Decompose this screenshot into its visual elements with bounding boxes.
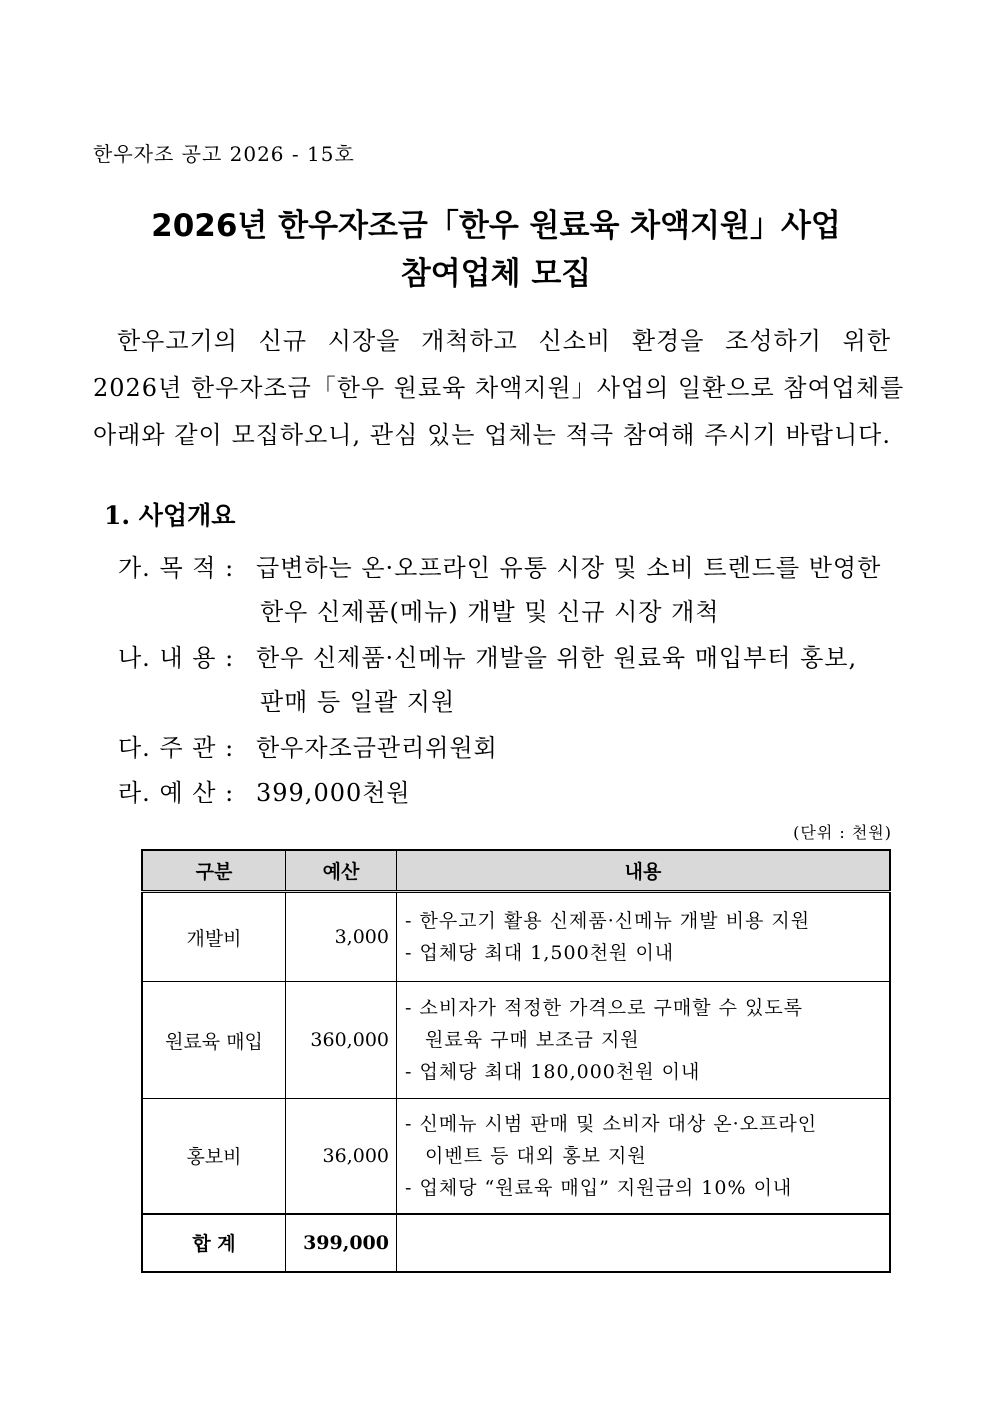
table-total-row	[142, 1214, 890, 1272]
item-label: 라. 예 산 :	[118, 779, 235, 807]
budget-table	[141, 849, 891, 1273]
intro-line: 아래와 같이 모집하오니, 관심 있는 업체는 적극 참여해 주시기 바랍니다.	[93, 421, 891, 449]
content-line: - 신메뉴 시범 판매 및 소비자 대상 온·오프라인	[405, 1112, 818, 1135]
document-title-line2: 참여업체 모집	[400, 256, 592, 292]
content-line: - 업체당 최대 1,500천원 이내	[405, 942, 675, 964]
item-content: 한우 신제품·신메뉴 개발을 위한 원료육 매입부터 홍보,	[256, 644, 858, 672]
intro-line: 2026년 한우자조금「한우 원료육 차액지원」사업의 일환으로 참여업체를	[93, 374, 905, 402]
notice-number: 한우자조 공고 2026 - 15호	[93, 142, 355, 166]
row-category: 개발비	[142, 892, 286, 982]
total-label: 합 계	[142, 1214, 286, 1272]
row-content	[397, 982, 891, 1099]
table-row	[142, 982, 890, 1099]
row-budget: 36,000	[286, 1099, 397, 1214]
content-line: - 소비자가 적정한 가격으로 구매할 수 있도록	[405, 997, 804, 1019]
row-content	[397, 1099, 891, 1214]
overview-item-purpose	[118, 548, 881, 583]
header-category: 구분	[142, 850, 286, 892]
content-line: 원료육 구매 보조금 지원	[425, 1029, 640, 1051]
row-content	[397, 892, 891, 982]
document-title-line1: 2026년 한우자조금「한우 원료육 차액지원」사업	[151, 208, 841, 244]
item-label: 나. 내 용 :	[118, 644, 235, 672]
item-content: 399,000천원	[256, 779, 411, 807]
total-budget: 399,000	[286, 1214, 397, 1272]
item-label: 다. 주 관 :	[118, 734, 235, 762]
row-category: 원료육 매입	[142, 982, 286, 1099]
section-heading: 1. 사업개요	[104, 501, 236, 530]
item-label: 가. 목 적 :	[118, 554, 235, 582]
header-content: 내용	[397, 850, 891, 892]
row-category: 홍보비	[142, 1099, 286, 1214]
row-budget: 3,000	[286, 892, 397, 982]
item-content: 급변하는 온·오프라인 유통 시장 및 소비 트렌드를 반영한	[256, 554, 882, 582]
intro-line: 한우고기의 신규 시장을 개척하고 신소비 환경을 조성하기 위한	[117, 327, 891, 355]
overview-item-budget	[118, 773, 411, 808]
content-line: - 업체당 최대 180,000천원 이내	[405, 1061, 701, 1083]
unit-note: (단위 : 천원)	[793, 823, 892, 842]
content-line: - 한우고기 활용 신제품·신메뉴 개발 비용 지원	[405, 910, 811, 932]
content-line: 이벤트 등 대외 홍보 지원	[425, 1144, 647, 1167]
item-content: 한우자조금관리위원회	[256, 734, 498, 762]
intro-paragraph	[93, 318, 905, 459]
table-row	[142, 1099, 890, 1214]
content-line: - 업체당 “원료육 매입” 지원금의 10% 이내	[405, 1176, 793, 1199]
overview-item-organizer	[118, 728, 498, 763]
table-row	[142, 892, 890, 982]
item-content-continued: 판매 등 일괄 지원	[260, 688, 456, 716]
header-budget: 예산	[286, 850, 397, 892]
item-content-continued: 한우 신제품(메뉴) 개발 및 신규 시장 개척	[260, 598, 720, 626]
total-content	[397, 1214, 891, 1272]
row-budget: 360,000	[286, 982, 397, 1099]
overview-item-content	[118, 638, 857, 673]
table-header-row	[142, 850, 890, 892]
